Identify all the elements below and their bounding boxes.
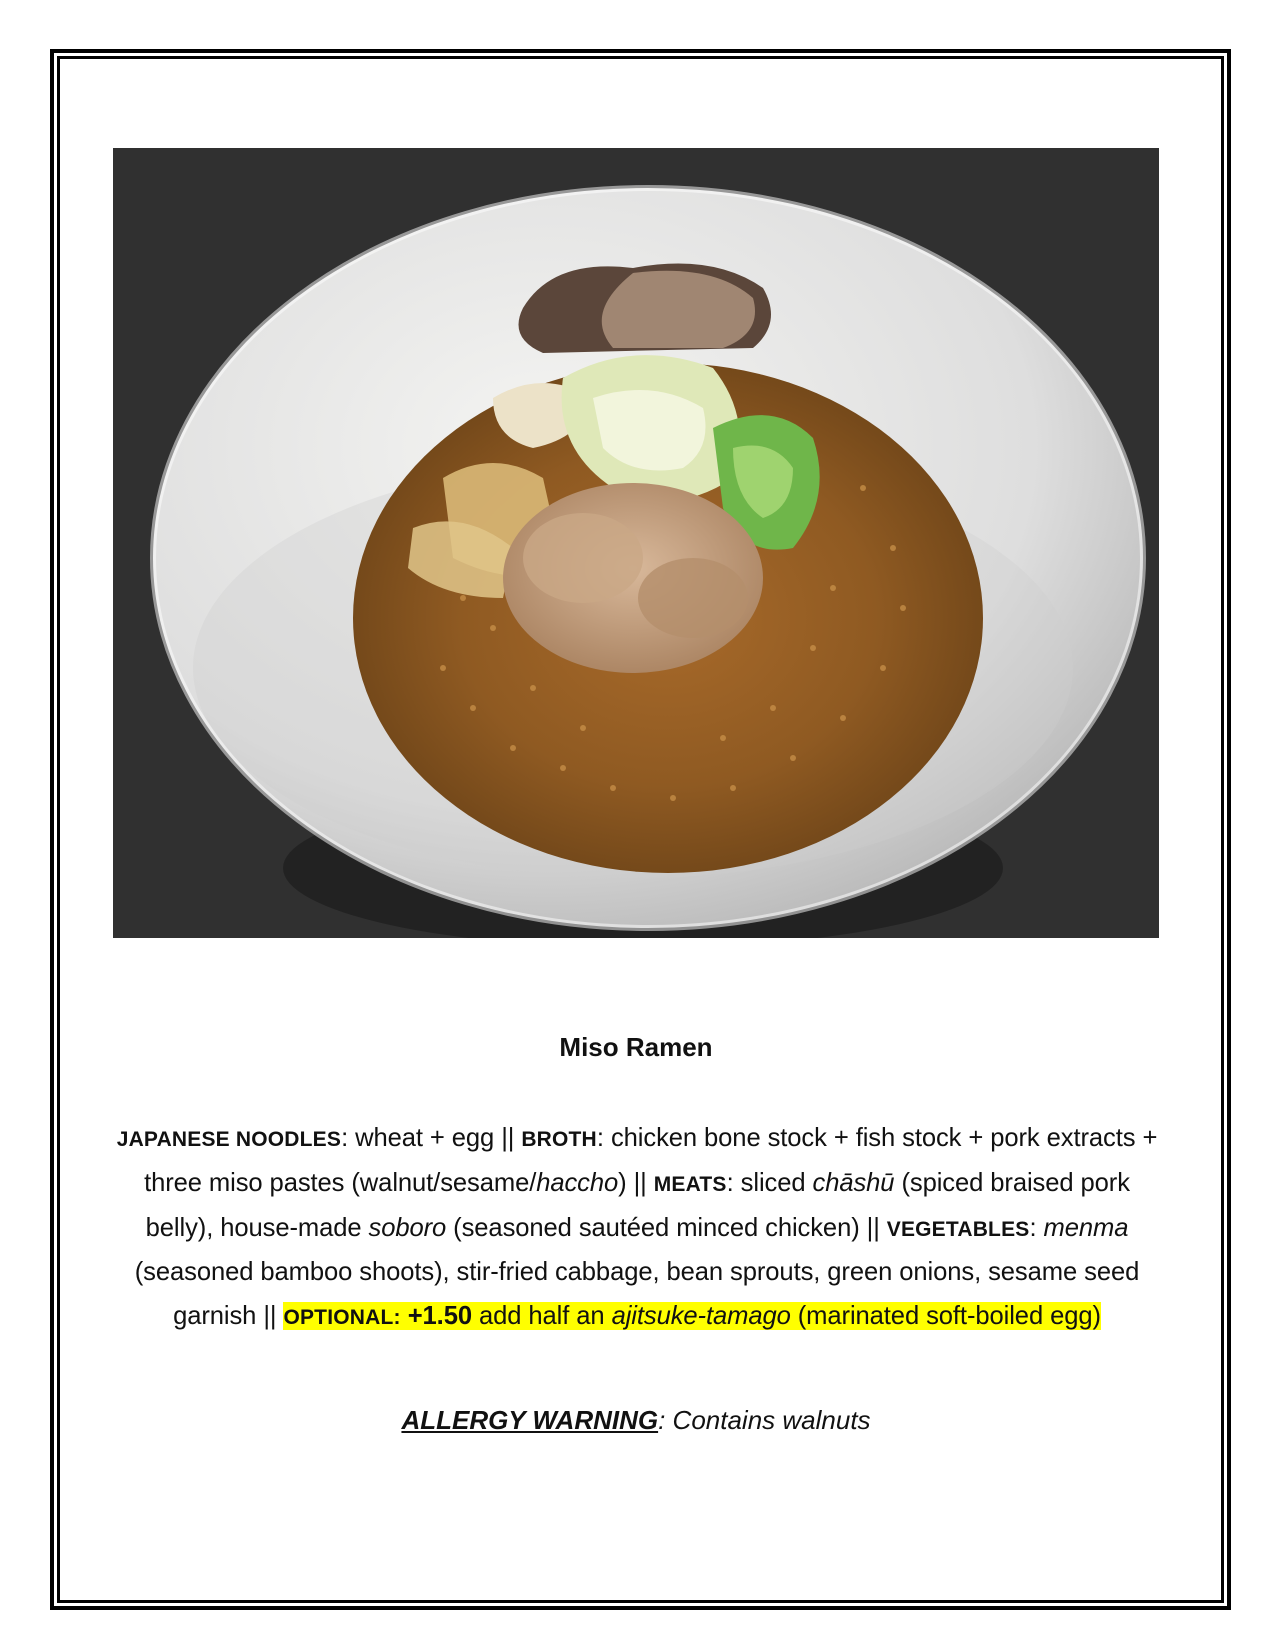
meats-text-chashu: chāshū — [812, 1168, 895, 1197]
broth-label: BROTH — [521, 1128, 597, 1151]
ramen-illustration — [113, 148, 1159, 938]
allergy-warning-label: ALLERGY WARNING — [401, 1405, 659, 1435]
optional-text-end: (marinated soft-boiled egg) — [790, 1302, 1101, 1331]
ramen-photo — [113, 148, 1159, 938]
separator: || — [263, 1302, 277, 1331]
dish-title: Miso Ramen — [559, 1032, 713, 1062]
broth-text-close: ) — [618, 1168, 627, 1197]
vegetables-label: VEGETABLES — [886, 1217, 1030, 1241]
dish-description: JAPANESE NOODLES: wheat + egg || BROTH: chicken bone stock + fish stock + pork extracts + three miso pastes (walnut/sesame/haccho) || MEATS: sliced chāshū (spiced braised pork belly), house-made soboro (seasoned sautéed minced chicken) || VEGETABLES: menma (seasoned bamboo shoots), stir-fried cabbage, bean sprouts, green onions, sesame seed garnish || OPTIONAL: +1.50 add half an ajitsuke-tamago (marinated soft-boiled egg) — [116, 1124, 1158, 1331]
meats-label: MEATS — [653, 1172, 727, 1196]
optional-text: add half an — [471, 1302, 612, 1331]
optional-price: +1.50 — [407, 1302, 472, 1331]
broth-text: chicken bone stock + fish stock + pork extracts + three miso pastes (walnut/sesame/ — [144, 1124, 1158, 1197]
meats-text-end: (seasoned sautéed minced chicken) — [446, 1213, 860, 1242]
separator: || — [501, 1124, 515, 1152]
optional-text-egg: ajitsuke-tamago — [611, 1302, 791, 1331]
separator: || — [633, 1168, 647, 1197]
vegetables-text: (seasoned bamboo shoots), stir-fried cabbage, bean sprouts, green onions, sesame seed garnish — [134, 1258, 1140, 1331]
vegetables-text-menma: menma — [1043, 1213, 1129, 1242]
meats-text: sliced — [740, 1168, 813, 1197]
optional-label: OPTIONAL: — [283, 1306, 401, 1330]
meats-text-soboro: soboro — [368, 1213, 447, 1242]
noodles-label: JAPANESE NOODLES — [116, 1128, 342, 1151]
noodles-text: wheat + egg — [355, 1124, 495, 1152]
optional-highlight — [283, 1302, 1100, 1330]
separator: || — [866, 1213, 880, 1242]
broth-text-haccho: haccho — [536, 1168, 619, 1197]
allergy-warning — [113, 1402, 1159, 1438]
allergy-warning-text: : Contains walnuts — [658, 1405, 871, 1435]
meats-text-middle: (spiced braised pork belly), house-made — [145, 1168, 1130, 1242]
